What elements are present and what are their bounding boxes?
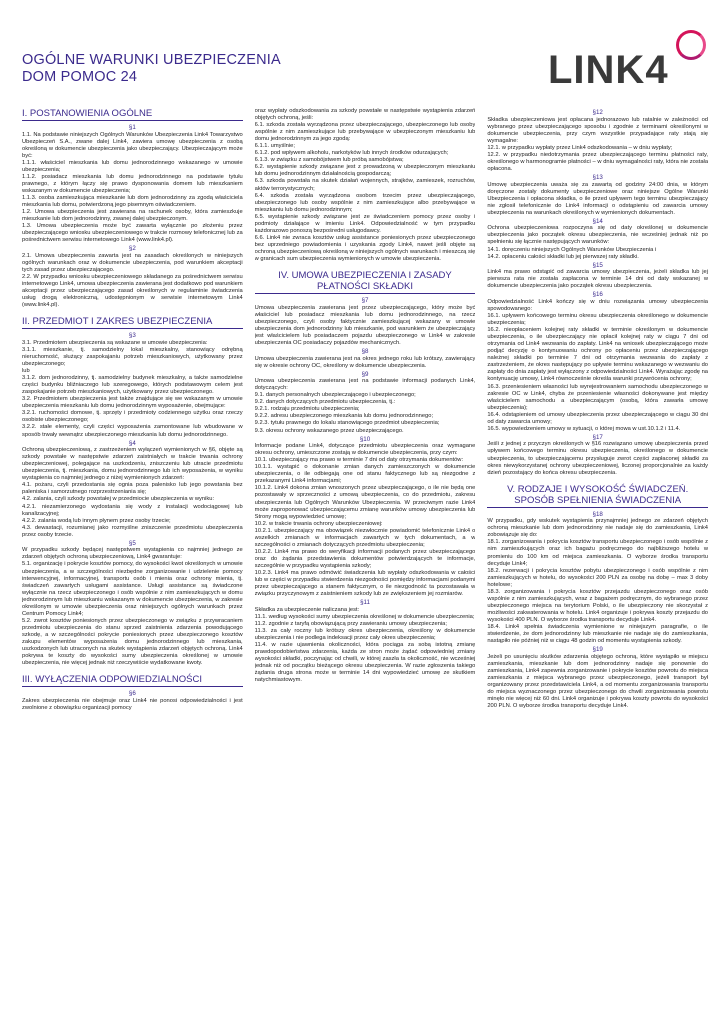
section-heading-2: II. PRZEDMIOT I ZAKRES UBEZPIECZENIA bbox=[22, 310, 243, 329]
section-heading-1: I. POSTANOWIENIA OGÓLNE bbox=[22, 108, 243, 121]
link4-ring-icon bbox=[676, 30, 706, 60]
paragraph-number: §19 bbox=[592, 646, 603, 654]
paragraph-text: Umowa ubezpieczenia zawierana jest na podstawie informacji podanych Link4, dotyczących: 9.1. danych personalnych ubezpieczającego i ubezpieczonego; 9.2. danych dotyczących przedmiotu ubezpieczenia, tj.: 9.2.1. rodzaju przedmiotu ubezpieczenia; 9.2.2. adresu ubezpieczonego mieszkania lub domu jednorodzinnego; 9.2.3. tytułu prawnego do lokalu stanowiącego przedmiot ubezpieczenia; 9.3. okresu ochrony wskazanego przez ubezpieczającego. bbox=[254, 378, 476, 434]
paragraph-text: Umowa ubezpieczenia zawierana jest przez ubezpieczającego, który może być właściciel lub posiadacz mieszkania lub domu jednorodzinnego, na rzecz ubezpieczonego, czyli osoby faktycznie zamieszkującej wskazany w umowie ubezpieczenia dom jednorodzinny lub mieszkanie, pod warunkiem że ubezpieczający jest właścicielem lub posiadaczem pojazdu ubezpieczonego w Link4 w zakresie ubezpieczenia OC posiadaczy pojazdów mechanicznych. bbox=[254, 304, 476, 346]
column-1 bbox=[22, 108, 243, 1008]
paragraph-number: §18 bbox=[592, 510, 603, 518]
paragraph-text: Informacje podane Link4, dotyczące przedmiotu ubezpieczenia oraz wymagane okresu ochrony, umieszczone zostają w dokumencie ubezpieczenia, przy czym: 10.1. ubezpieczający ma prawo w terminie 7 dni od daty otrzymania dokumentów: 10.1.1. wystąpić o dokonanie zmian danych zamieszczonych w dokumencie ubezpieczenia, o ile odbiegają one od stanu faktycznego lub są niezgodne z przekazanymi Link4 informacjami; 10.1.2. Link4 dokona zmian wnoszonych przez ubezpieczającego, o ile nie będą one pozostawały w sprzeczności z umową ubezpieczenia, co do przedmiotu, zakresu ubezpieczenia lub Ogólnych Warunków Ubezpieczenia. W przeciwnym razie Link4 może zaproponować ubezpieczającemu zmianę warunków umowy ubezpieczenia lub Strony mogą wypowiedzieć umowę; 10.2. w trakcie trwania ochrony ubezpieczeniowej: 10.2.1. ubezpieczający ma obowiązek niezwłocznie powiadomić telefonicznie Link4 o wszelkich zmianach w informacjach zawartych w tych dokumentach, a w szczególności o zmianach dotyczących przedmiotu ubezpieczenia; 10.2.2. Link4 ma prawo do weryfikacji informacji podanych przez ubezpieczającego oraz do żądania przedstawienia dokumentów potwierdzających te informacje, szczególnie w przypadku wystąpienia szkody; 10.2.3. Link4 ma prawo odmówić świadczenia lub wypłaty odszkodowania w całości lub w części w przypadku stwierdzenia niezgodności pomiędzy informacjami podanymi przez ubezpieczającego a stanem faktycznym, o ile niezgodność ta pozostawała w związku przyczynowym z zaistnieniem szkody lub ze zwiększeniem jej rozmiarów. bbox=[254, 443, 476, 598]
paragraph-text: Zakres ubezpieczenia nie obejmuje oraz Link4 nie ponosi odpowiedzialności i jest zwolnione z obowiązku organizacji pomocy bbox=[22, 697, 243, 711]
paragraph-text: Jeśli z jednej z przyczyn określonych w §16 rozwiązano umowę ubezpieczenia przed upływem końcowego terminu okresu ubezpieczenia, określonego w dokumencie ubezpieczenia, to ubezpieczającemu przysługuje zwrot części zapłaconej składki za okres niewykorzystanej ochrony ubezpieczeniowej, liczonej proporcjonalnie za każdy dzień pozostający do końca okresu ubezpieczenia. bbox=[487, 441, 708, 476]
paragraph-text: Składka ubezpieczeniowa jest opłacana jednorazowo lub ratalnie w zależności od wybranego przez ubezpieczającego sposobu i zgodnie z terminami określonymi w dokumencie ubezpieczenia, przy czym wszystkie przypadające raty stają się wymagalne: 12.1. w przypadku wypłaty przez Link4 odszkodowania – w dniu wypłaty; 12.2. w przypadku niedotrzymania przez ubezpieczającego terminu płatności raty, określonego w harmonogramie płatności – w dniu wymagalności raty, która nie została opłacona. bbox=[487, 116, 708, 172]
link4-logo-text: LINK4 bbox=[548, 48, 669, 92]
column-3 bbox=[487, 108, 708, 1008]
paragraph-number: §3 bbox=[128, 332, 136, 340]
paragraph-number: §10 bbox=[359, 435, 371, 443]
paragraph-number: §15 bbox=[592, 261, 603, 269]
paragraph-number: §8 bbox=[361, 347, 369, 355]
paragraph-text: Ochroną ubezpieczeniową, z zastrzeżeniem wyłączeń wymienionych w §6, objęte są szkody powstałe w następstwie zdarzeń zaistniałych w trakcie trwania ochrony ubezpieczeniowej, polegające na uszkodzeniu, zniszczeniu lub utracie przedmiotu ubezpieczenia, tj. mieszkania, domu jednorodzinnego lub ich wyposażenia, w wyniku wystąpienia co najmniej jednego z niżej wymienionych zdarzeń: 4.1. pożaru, czyli przedostania się ognia poza palenisko lub jego powstania bez paleniska i samorzutnego rozprzestrzeniania się; 4.2. zalania, czyli szkody powstałej w przedmiocie ubezpieczenia w wyniku: 4.2.1. niezamierzonego wydostania się wody z instalacji wodociągowej lub kanalizacyjnej; 4.2.2. zalania wodą lub innym płynem przez osoby trzecie; 4.3. dewastacji, rozumianej jako rozmyślne zniszczenie przedmiotu ubezpieczenia przez osoby trzecie. bbox=[22, 447, 243, 538]
section-heading-4-line-2: PŁATNOŚCI SKŁADKI bbox=[317, 281, 413, 293]
paragraph-number: §13 bbox=[592, 173, 603, 181]
section-heading-3: III. WYŁĄCZENIA ODPOWIEDZIALNOŚCI bbox=[22, 668, 243, 687]
column-2 bbox=[255, 108, 476, 1008]
paragraph-text: Umowę ubezpieczenia uważa się za zawartą od godziny 24:00 dnia, w którym doręczone zostały dokumenty ubezpieczeniowe oraz niniejsze Ogólne Warunki Ubezpieczenia i opłacona składka, o ile przed upływem tego terminu ubezpieczający nie zgłosił telefonicznie do Link4 informacji o odstąpieniu od zawarcia umowy ubezpieczenia na warunkach określonych w wymienionych dokumentach. bbox=[487, 181, 708, 216]
paragraph-text: Link4 ma prawo odstąpić od zawarcia umowy ubezpieczenia, jeżeli składka lub jej pierwsza rata nie została zapłacona w terminie 14 dni od daty wskazanej w dokumencie ubezpieczenia jako początek okresu ubezpieczenia. bbox=[487, 269, 708, 290]
paragraph-text: Odpowiedzialność Link4 kończy się w dniu rozwiązania umowy ubezpieczenia spowodowanego: 16.1. upływem końcowego terminu okresu ubezpieczenia określonego w dokumencie ubezpieczenia; 16.2. nieopłaceniem kolejnej raty składki w terminie określonym w dokumencie ubezpieczenia, o ile ubezpieczający nie opłacił kolejnej raty w ciągu 7 dni od otrzymania od Link4 wezwania do zapłaty. Link4 na wniosek ubezpieczającego może podjąć decyzję o kontynuowaniu ochrony po opłaceniu przez ubezpieczającego należnej składki po terminie 7 dni od otrzymania wezwania do zapłaty z zastrzeżeniem, że okres następujący po upływie terminu wskazanego w wezwaniu do zapłaty do dnia zapłaty jest wyłączony z odpowiedzialności Link4. Wyrażając zgodę na kontynuację umowy, Link4 równocześnie określa warunki przywrócenia ochrony; 16.3. przeniesieniem własności lub wyrejestrowaniem samochodu ubezpieczonego w zakresie OC w Link4, chyba że przeniesienie własności dokonywane jest między właścicielem samochodu a ubezpieczającym (osobą, która zawarła umowę ubezpieczenia); 16.4. odstąpieniem od umowy ubezpieczenia przez ubezpieczającego w ciągu 30 dni od daty zawarcia umowy; 16.5. wypowiedzeniem umowy w sytuacji, o której mowa w ust.10.1.2 i 11.4. bbox=[487, 298, 708, 432]
paragraph-number: §7 bbox=[361, 297, 369, 305]
paragraph-number: §5 bbox=[128, 539, 136, 547]
paragraph-number: §12 bbox=[592, 109, 603, 116]
paragraph-text: 3.1. Przedmiotem ubezpieczenia są wskazane w umowie ubezpieczenia: 3.1.1. mieszkanie, tj. samodzielny lokal mieszkalny, stanowiący odrębną nieruchomość, służący zaspokajaniu potrzeb mieszkaniowych, użytkowany przez ubezpieczonego; lub 3.1.2. dom jednorodzinny, tj. samodzielny budynek mieszkalny, a także samodzielne części budynku bliźniaczego lub szeregowego, których podstawowym celem jest zaspokajanie potrzeb mieszkaniowych, użytkowany przez ubezpieczonego. 3.2. Przedmiotem ubezpieczenia jest także znajdujące się we wskazanym w umowie ubezpieczenia mieszkaniu lub domu jednorodzinnym wyposażenie, obejmujące: 3.2.1. ruchomości domowe, tj. sprzęty i przedmioty codziennego użytku oraz rzeczy osobiste ubezpieczonego; 3.2.2. stałe elementy, czyli części wyposażenia zamontowane lub wbudowane w sposób trwały wewnątrz ubezpieczonego mieszkania lub domu jednorodzinnego. bbox=[22, 339, 243, 438]
document-body bbox=[22, 108, 708, 1008]
paragraph-number: §14 bbox=[592, 217, 603, 225]
paragraph-text: 2.1. Umowa ubezpieczenia zawarta jest na zasadach określonych w niniejszych ogólnych warunkach oraz w dokumencie ubezpieczenia, pod warunkiem akceptacji tych zasad przez ubezpieczającego. 2.2. W przypadku wniosku ubezpieczeniowego składanego za pośrednictwem serwisu internetowego Link4, umowa ubezpieczenia zawierana jest dodatkowo pod warunkiem akceptacji przez ubezpieczającego zasad określonych w regulaminie świadczenia usług drogą elektroniczną, udostępnionym w serwisie internetowym Link4 (www.link4.pl). bbox=[22, 252, 243, 309]
section-heading-4 bbox=[255, 264, 476, 294]
paragraph-number: §4 bbox=[128, 439, 136, 447]
section-heading-5 bbox=[487, 478, 708, 508]
paragraph-number: §17 bbox=[592, 433, 603, 441]
section-heading-5-line-2: SPOSÓB SPEŁNIENIA ŚWIADCZENIA bbox=[514, 494, 682, 506]
paragraph-text: 1.1. Na podstawie niniejszych Ogólnych Warunków Ubezpieczenia Link4 Towarzystwo Ubezpieczeń S.A., zwane dalej Link4, zawiera umowę ubezpieczenia z osobą określoną w dokumencie ubezpieczenia jako ubezpieczający. Ubezpieczającym może być: 1.1.1. właściciel mieszkania lub domu jednorodzinnego wskazanego w umowie ubezpieczenia; 1.1.2. posiadacz mieszkania lub domu jednorodzinnego na podstawie tytułu prawnego, z którym łączy się prawo dysponowania domem lub mieszkaniem wskazanym w dokumencie ubezpieczenia; 1.1.3. osoba zamieszkująca mieszkanie lub dom jednorodzinny za zgodą właściciela mieszkania lub domu, potwierdzoną jego pisemnym oświadczeniem. 1.2. Umowa ubezpieczenia jest zawierana na rachunek osoby, która zamieszkuje mieszkanie lub dom jednorodzinny, zwanej dalej ubezpieczonym. 1.3. Umowa ubezpieczenia może być zawarta wyłącznie po złożeniu przez ubezpieczającego wniosku ubezpieczeniowego w trakcie rozmowy telefonicznej lub za pośrednictwem serwisu internetowego Link4 (www.link4.pl). bbox=[22, 131, 243, 244]
paragraph-text: Składka za ubezpieczenie naliczana jest: 11.1. według wysokości sumy ubezpieczenia określonej w dokumencie ubezpieczenia; 11.2. zgodnie z taryfą obowiązującą przy zawieraniu umowy ubezpieczenia; 11.3. za cały roczny lub krótszy okres ubezpieczenia, określony w dokumencie ubezpieczenia i nie podlega indeksacji przez cały okres ubezpieczenia; 11.4. w razie ujawnienia okoliczności, która pociąga za sobą istotną zmianę prawdopodobieństwa zdarzenia, każda ze stron może żądać odpowiedniej zmiany wysokości składki, poczynając od chwili, w której zaszła ta okoliczność, nie wcześniej jednak niż od początku bieżącego okresu ubezpieczenia. W razie zgłoszenia takiego żądania druga strona może w terminie 14 dni wypowiedzieć umowę ze skutkiem natychmiastowym. bbox=[254, 606, 476, 684]
paragraph-number: §6 bbox=[128, 690, 136, 698]
section-heading-5-line-1: V. RODZAJE I WYSOKOŚĆ ŚWIADCZEŃ. bbox=[507, 483, 689, 495]
paragraph-text: Jeżeli po usunięciu skutków zdarzenia objętego ochroną, które wystąpiło w miejscu zamieszkania, mieszkanie lub dom jednorodzinny nadaje się ponownie do zamieszkania, Link4 zapewnia zorganizowanie i pokrycie kosztów powrotu do miejsca zamieszkania z miejsca wybranego przez ubezpieczonego, jeżeli transport był organizowany przez przedstawiciela Link4, a od momentu zorganizowania transportu do miejsca wyznaczonego przez ubezpieczonego do chwili zorganizowania powrotu minęło nie więcej niż 60 dni. Link4 organizuje i pokrywa koszty powrotu do wysokości 200 PLN. O wyborze środka transportu decyduje Link4. bbox=[487, 653, 708, 710]
document-title bbox=[22, 52, 281, 86]
paragraph-text: Ochrona ubezpieczeniowa rozpoczyna się od daty określonej w dokumencie ubezpieczenia jako początek okresu ubezpieczenia, nie wcześniej jednak niż po spełnieniu się łącznie następujących warunków: 14.1. doręczeniu niniejszych Ogólnych Warunków Ubezpieczenia i 14.2. opłaceniu całości składki lub jej pierwszej raty składki. bbox=[487, 225, 708, 260]
paragraph-number: §11 bbox=[360, 599, 370, 607]
document-title-line-1: OGÓLNE WARUNKI UBEZPIECZENIA bbox=[22, 52, 281, 68]
section-heading-4-line-1: IV. UMOWA UBEZPIECZENIA I ZASADY bbox=[278, 270, 452, 282]
paragraph-number: §9 bbox=[361, 370, 369, 378]
document-title-line-2: DOM POMOC 24 bbox=[22, 69, 138, 85]
paragraph-text: oraz wypłaty odszkodowania za szkody powstałe w następstwie wystąpienia zdarzeń objętych ochroną, jeśli: 6.1. szkoda została wyrządzona przez ubezpieczającego, ubezpieczonego lub osoby wspólnie z nim zamieszkujące lub przebywające w ubezpieczonym mieszkaniu lub domu jednorodzinnym za jego zgodą: 6.1.1. umyślnie; 6.1.2. pod wpływem alkoholu, narkotyków lub innych środków odurzających; 6.1.3. w związku z samobójstwem lub próbą samobójstwa; 6.2. wystąpienie szkody związane jest z prowadzoną w ubezpieczonym mieszkaniu lub domu jednorodzinnym działalnością gospodarczą; 6.3. szkoda powstała na skutek działań wojennych, strajków, zamieszek, rozruchów, aktów terrorystycznych; 6.4. szkoda została wyrządzona osobom trzecim przez ubezpieczającego, ubezpieczonego lub osoby wspólnie z nim zamieszkujące albo przebywające w mieszkaniu lub domu jednorodzinnym; 6.5. wystąpienie szkody związane jest ze świadczeniem pomocy przez osoby i podmioty działające w imieniu Link4. Odpowiedzialność w tym przypadku każdorazowo ponoszą bezpośredni usługodawcy. 6.6. Link4 nie zwraca kosztów usług assistance poniesionych przez ubezpieczonego bez uprzedniego powiadomienia i uzyskania zgody Link4, nawet jeśli objęte są ochroną ubezpieczeniową określoną w niniejszych ogólnych warunkach i mieszczą się w granicach sum ubezpieczenia wymienionych w umowie ubezpieczenia. bbox=[254, 108, 476, 262]
paragraph-number: §1 bbox=[128, 124, 136, 131]
paragraph-text: Umowa ubezpieczenia zawierana jest na okres jednego roku lub krótszy, zawierający się w okresie ochrony OC, określony w dokumencie ubezpieczenia. bbox=[254, 355, 476, 369]
link4-logo bbox=[548, 30, 708, 100]
paragraph-number: §16 bbox=[592, 291, 603, 299]
paragraph-text: W przypadku szkody będącej następstwem wystąpienia co najmniej jednego ze zdarzeń objętych ochroną ubezpieczeniową, Link4 gwarantuje: 5.1. organizację i pokrycie kosztów pomocy, do wysokości kwot określonych w umowie ubezpieczenia, a w szczególności niezbędne zorganizowanie i udzielenie pomocy interwencyjnej, informacyjnej, transportu osób i mienia oraz ochrony mienia, tj. świadczeń zawartych usługami assistance. Usługi assistance są świadczone wyłącznie na rzecz ubezpieczonego i osób wspólnie z nim zamieszkujących w domu jednorodzinnym lub mieszkaniu wskazanym w dokumencie ubezpieczenia, w zakresie określonym w umowie ubezpieczenia oraz niniejszych ogólnych warunkach przez Centrum Pomocy Link4; 5.2. zwrot kosztów poniesionych przez ubezpieczonego w związku z przywracaniem przedmiotu ubezpieczenia do stanu sprzed zaistnienia zdarzenia powodującego szkodę, a w szczególności pokrycie poniesionych przez ubezpieczonego kosztów zakupu elementów wyposażenia domu jednorodzinnego lub mieszkania, uszkodzonych lub utraconych na skutek wystąpienia zdarzeń objętych ochroną. Link4 pokrywa te koszty do wysokości sumy ubezpieczenia określonej w umowie ubezpieczenia, nie więcej jednak niż rzeczywiście wydatkowane kwoty. bbox=[22, 547, 243, 667]
paragraph-number: §2 bbox=[128, 245, 136, 253]
paragraph-text: W przypadku, gdy wskutek wystąpienia przynajmniej jednego ze zdarzeń objętych ochroną mieszkanie lub dom jednorodzinny nie nadaje się do zamieszkania, Link4 zobowiązuje się do: 18.1. zorganizowania i pokrycia kosztów transportu ubezpieczonego i osób wspólnie z nim zamieszkujących oraz ich bagażu podręcznego do najbliższego hotelu w promieniu do 100 km od miejsca zamieszkania. O wyborze środka transportu decyduje Link4; 18.2. rezerwacji i pokrycia kosztów pobytu ubezpieczonego i osób wspólnie z nim zamieszkujących w hotelu, do wysokości 200 PLN za osobę na dobę – max 3 doby hotelowe; 18.3. zorganizowania i pokrycia kosztów przejazdu ubezpieczonego oraz osób wspólnie z nim zamieszkujących, wraz z bagażem podręcznym, do wybranego przez ubezpieczonego miejsca na terytorium Polski, o ile ubezpieczony nie skorzystał z możliwości zakwaterowania w hotelu. Link4 organizuje i pokrywa koszty przejazdu do wysokości 400 PLN. O wyborze środka transportu decyduje Link4. 18.4. Link4 spełnia świadczenia wymienione w niniejszym paragrafie, o ile stwierdzenie, że dom jednorodzinny lub mieszkanie nie nadaje się do zamieszkania, nastąpiło nie później niż w ciągu 48 godzin od momentu wystąpienia szkody. bbox=[487, 518, 708, 645]
